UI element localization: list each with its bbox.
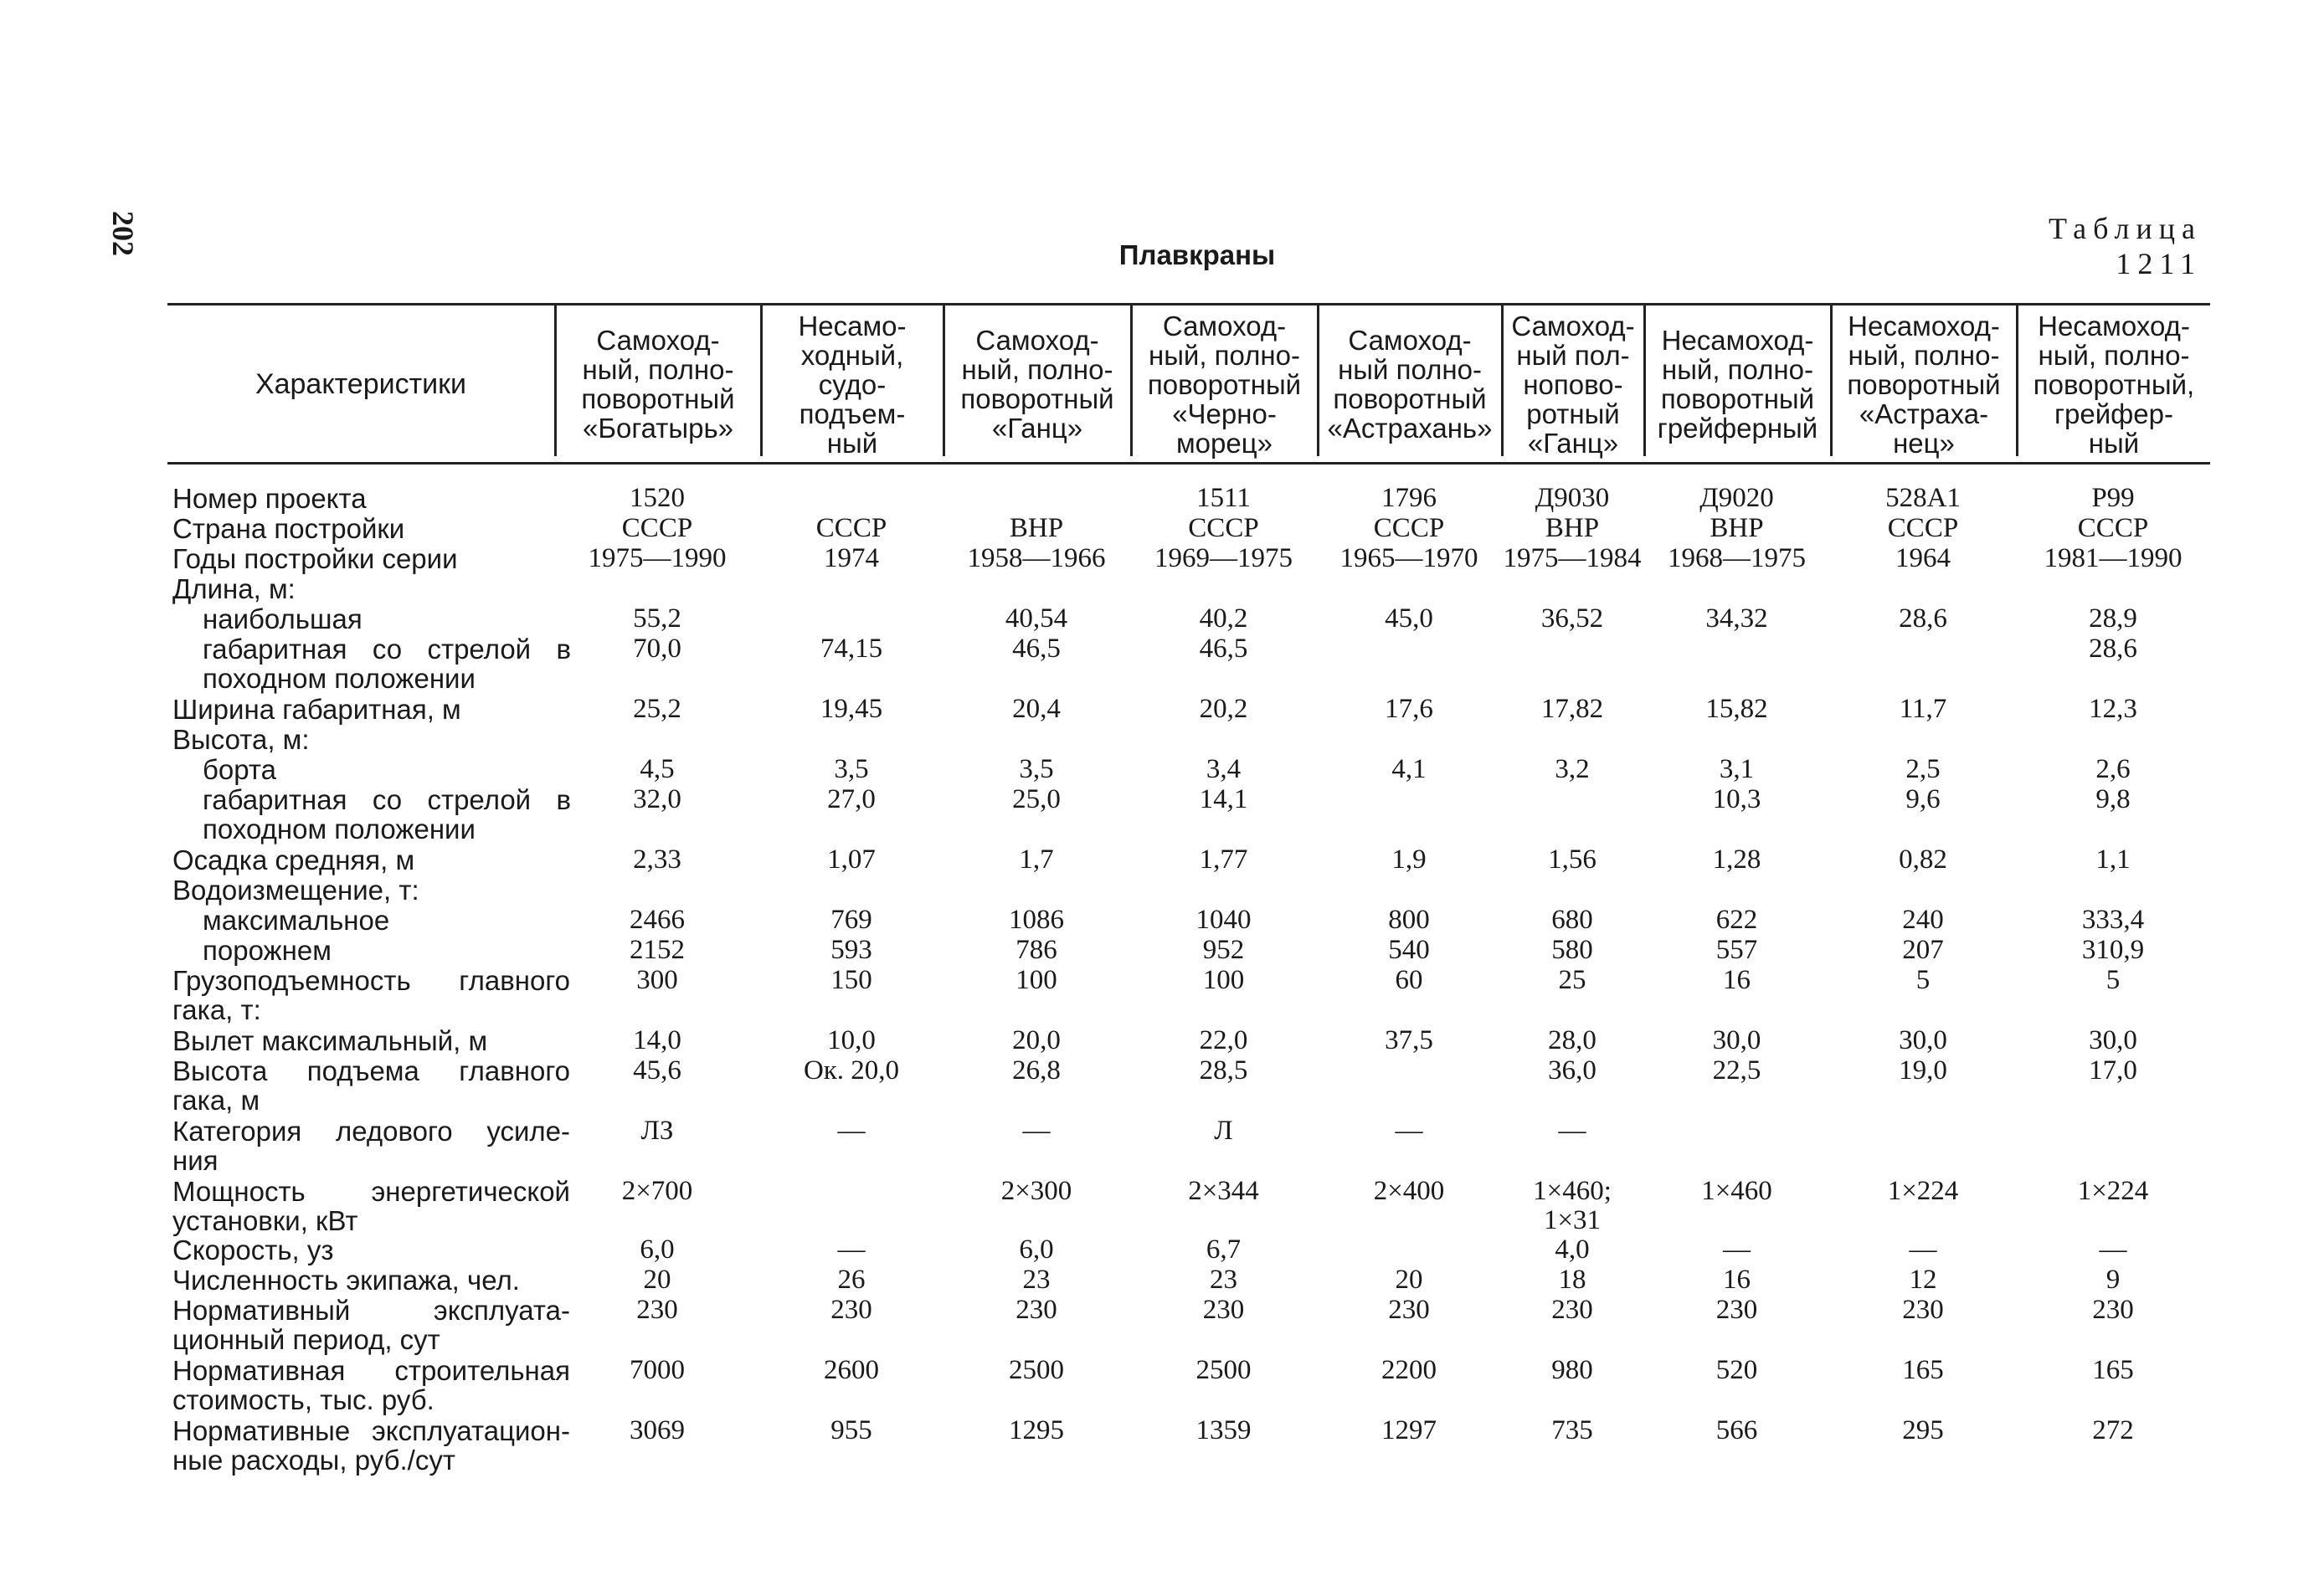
- table-cell: 34,32: [1705, 603, 1768, 634]
- row-label: [172, 966, 570, 1024]
- row-label-line: Осадка средняя, м: [172, 844, 415, 875]
- row-label: [172, 875, 419, 905]
- table-cell: 28,5: [1199, 1055, 1248, 1086]
- row-label-line: Высота подъема главного: [172, 1055, 570, 1086]
- column-divider: [2016, 305, 2018, 456]
- table-cell: 30,0: [1899, 1025, 1947, 1055]
- table-cell: 17,82: [1540, 694, 1604, 724]
- row-label: [172, 1116, 570, 1175]
- table-cell: 4,5: [640, 754, 675, 784]
- table-cell: 32,0: [633, 784, 681, 814]
- column-divider: [1643, 305, 1646, 456]
- row-label-line: Мощность энергетической: [172, 1176, 570, 1207]
- column-header-9: Несамоход- ный, полно- поворотный, грейфер- ный: [2033, 310, 2195, 459]
- table-cell: 6,7: [1206, 1235, 1242, 1265]
- table-cell: 800: [1388, 905, 1430, 935]
- row-label-line: стоимость, тыс. руб.: [172, 1384, 434, 1415]
- table-cell: 4,0: [1555, 1235, 1590, 1265]
- table-cell: 22,5: [1712, 1055, 1761, 1086]
- table-cell: 5: [2105, 965, 2121, 995]
- table-cell: 952: [1202, 935, 1245, 965]
- column-divider: [1130, 305, 1133, 456]
- column-header-3: Самоход- ный, полно- поворотный «Ганц»: [960, 325, 1114, 444]
- table-cell: 20: [643, 1265, 671, 1295]
- table-cell: 9,8: [2095, 784, 2131, 814]
- row-label-line: габаритная со стрелой в: [203, 634, 571, 665]
- table-cell: 557: [1715, 935, 1758, 965]
- row-label: [172, 695, 461, 724]
- table-label: Таблица 1211: [2049, 212, 2202, 280]
- table-cell: 10,3: [1712, 784, 1761, 814]
- table-cell: 2,5: [1905, 754, 1941, 784]
- table-cell: 16: [1723, 1265, 1751, 1295]
- table-cell: 28,0: [1548, 1025, 1596, 1055]
- table-cell: 1975—1984: [1503, 543, 1642, 573]
- table-cell: 1968—1975: [1668, 543, 1806, 573]
- row-label: [172, 544, 458, 573]
- table-cell: 786: [1015, 935, 1057, 965]
- column-divider: [1317, 305, 1319, 456]
- table-cell: 1,56: [1548, 844, 1596, 875]
- row-label: [172, 845, 414, 875]
- row-label-line: Водоизмещение, т:: [172, 875, 419, 906]
- table-cell: 28,9: [2089, 603, 2137, 634]
- table-cell: 23: [1210, 1265, 1237, 1295]
- table-cell: 6,0: [640, 1235, 675, 1265]
- table-cell: 55,2: [633, 603, 681, 634]
- table-cell: 5: [1915, 965, 1931, 995]
- row-label-line: габаритная со стрелой в: [203, 784, 571, 815]
- table-cell: СССР: [815, 513, 887, 543]
- table-cell: 14,1: [1199, 784, 1248, 814]
- table-cell: 30,0: [1712, 1025, 1761, 1055]
- table-cell: 1×460; 1×31: [1533, 1176, 1612, 1235]
- table-cell: 2200: [1381, 1355, 1437, 1385]
- table-cell: —: [1558, 1116, 1586, 1146]
- table-cell: 1796: [1381, 483, 1437, 513]
- row-label-line: установки, кВт: [172, 1205, 358, 1236]
- row-label: [172, 1177, 570, 1235]
- table-cell: 240: [1902, 905, 1944, 935]
- table-cell: 0,82: [1899, 844, 1947, 875]
- table-cell: 1359: [1195, 1415, 1252, 1445]
- table-cell: 22,0: [1199, 1025, 1248, 1055]
- table-cell: Д9020: [1699, 483, 1774, 513]
- table-cell: 230: [636, 1295, 678, 1325]
- table-cell: 28,6: [1899, 603, 1947, 634]
- table-cell: 230: [1015, 1295, 1057, 1325]
- table-cell: 3,5: [1019, 754, 1054, 784]
- table-cell: 2×300: [1000, 1176, 1072, 1206]
- table-cell: 528А1: [1885, 483, 1961, 513]
- row-label-line: Численность экипажа, чел.: [172, 1265, 520, 1296]
- table-cell: 1,1: [2095, 844, 2131, 875]
- table-cell: 230: [1902, 1295, 1944, 1325]
- table-cell: 1295: [1009, 1415, 1064, 1445]
- column-header-2: Несамо- ходный, судо- подъем- ный: [798, 310, 907, 459]
- row-label-line: Высота, м:: [172, 724, 310, 755]
- table-top-rule: [167, 303, 2210, 305]
- table-cell: 2,6: [2095, 754, 2131, 784]
- row-label-line: походном положении: [203, 663, 476, 694]
- table-cell: 18: [1558, 1265, 1586, 1295]
- table-cell: 333,4: [2081, 905, 2145, 935]
- row-label-line: Скорость, уз: [172, 1235, 334, 1265]
- table-cell: 207: [1902, 935, 1944, 965]
- table-cell: —: [1395, 1116, 1423, 1146]
- row-label: [172, 1416, 570, 1475]
- table-cell: 60: [1395, 965, 1423, 995]
- table-cell: 20,2: [1199, 694, 1248, 724]
- table-cell: 27,0: [827, 784, 876, 814]
- row-label: [172, 514, 404, 543]
- table-cell: 11,7: [1899, 694, 1947, 724]
- row-label-line: борта: [203, 754, 276, 785]
- table-cell: 1975—1990: [588, 543, 727, 573]
- table-cell: 23: [1022, 1265, 1051, 1295]
- table-cell: 310,9: [2081, 935, 2145, 965]
- table-cell: 12: [1909, 1265, 1937, 1295]
- table-cell: 2×400: [1373, 1176, 1445, 1206]
- table-cell: 955: [830, 1415, 872, 1445]
- row-label: [172, 1056, 570, 1115]
- table-cell: 37,5: [1385, 1025, 1433, 1055]
- table-cell: 230: [1388, 1295, 1430, 1325]
- table-cell: 295: [1902, 1415, 1944, 1445]
- table-cell: ВНР: [1009, 513, 1064, 543]
- table-cell: ЛЗ: [640, 1116, 674, 1146]
- table-cell: 1965—1970: [1339, 543, 1478, 573]
- column-divider: [760, 305, 763, 456]
- row-label-line: максимальное: [203, 905, 390, 936]
- row-label-line: Нормативный эксплуата-: [172, 1295, 570, 1326]
- table-cell: 1520: [630, 483, 685, 513]
- table-cell: 1297: [1381, 1415, 1437, 1445]
- characteristics-header: Характеристики: [255, 367, 467, 400]
- table-cell: 1,28: [1712, 844, 1761, 875]
- table-cell: 230: [1551, 1295, 1593, 1325]
- row-label-line: Грузоподъемность главного: [172, 965, 570, 996]
- table-cell: 1×224: [2077, 1176, 2149, 1206]
- table-cell: Ок. 20,0: [803, 1055, 900, 1086]
- table-cell: 20: [1395, 1265, 1423, 1295]
- row-label: [172, 574, 296, 603]
- table-cell: 25,2: [633, 694, 681, 724]
- table-cell: 100: [1202, 965, 1245, 995]
- page-number: 202: [106, 211, 140, 256]
- table-cell: 1,9: [1391, 844, 1427, 875]
- table-cell: 1964: [1895, 543, 1951, 573]
- row-label-line: наибольшая: [203, 603, 362, 634]
- table-cell: 4,1: [1391, 754, 1427, 784]
- table-cell: 1×460: [1701, 1176, 1772, 1206]
- table-cell: 10,0: [827, 1025, 876, 1055]
- row-label-line: ния: [172, 1145, 219, 1176]
- table-cell: Д9030: [1535, 483, 1610, 513]
- row-label: [203, 785, 571, 844]
- table-cell: 30,0: [2089, 1025, 2137, 1055]
- table-cell: 165: [2092, 1355, 2134, 1385]
- table-cell: 1×224: [1887, 1176, 1959, 1206]
- table-cell: 1,77: [1199, 844, 1248, 875]
- table-cell: 7000: [630, 1355, 685, 1385]
- table-cell: 45,0: [1385, 603, 1433, 634]
- row-label-line: ционный период, сут: [172, 1324, 440, 1355]
- row-label-line: ные расходы, руб./сут: [172, 1445, 455, 1476]
- row-label: [172, 1026, 487, 1055]
- row-label-line: походном положении: [203, 814, 476, 844]
- table-cell: 17,0: [2089, 1055, 2137, 1086]
- row-label: [172, 484, 367, 513]
- table-cell: 1040: [1195, 905, 1252, 935]
- table-cell: 1981—1990: [2044, 543, 2183, 573]
- row-label-line: Ширина габаритная, м: [172, 694, 461, 725]
- row-label: [203, 604, 362, 634]
- table-cell: 40,2: [1199, 603, 1248, 634]
- column-header-8: Несамоход- ный, полно- поворотный «Астраха- нец»: [1847, 310, 2001, 459]
- table-cell: Р99: [2091, 483, 2135, 513]
- table-cell: 28,6: [2089, 634, 2137, 664]
- row-label-line: гака, т:: [172, 994, 261, 1025]
- row-label: [172, 1356, 570, 1414]
- table-cell: 735: [1551, 1415, 1593, 1445]
- table-cell: 100: [1015, 965, 1057, 995]
- table-cell: 3,4: [1206, 754, 1242, 784]
- row-label: [203, 906, 389, 935]
- table-cell: 300: [636, 965, 678, 995]
- table-cell: 980: [1551, 1355, 1593, 1385]
- table-cell: —: [837, 1116, 866, 1146]
- table-cell: 14,0: [633, 1025, 681, 1055]
- column-header-6: Самоход- ный пол- нопово- ротный «Ганц»: [1511, 310, 1635, 459]
- table-cell: 9: [2105, 1265, 2121, 1295]
- table-cell: 74,15: [820, 634, 883, 664]
- table-cell: 6,0: [1019, 1235, 1054, 1265]
- table-cell: 19,45: [820, 694, 883, 724]
- column-header-7: Несамоход- ный, полно- поворотный грейферный: [1657, 325, 1818, 444]
- row-label-line: Нормативная строительная: [172, 1355, 570, 1386]
- table-cell: ВНР: [1545, 513, 1600, 543]
- table-cell: 230: [1202, 1295, 1245, 1325]
- table-cell: 540: [1388, 935, 1430, 965]
- table-cell: —: [837, 1235, 866, 1265]
- table-cell: 36,52: [1540, 603, 1604, 634]
- table-cell: 593: [830, 935, 872, 965]
- table-cell: ВНР: [1710, 513, 1764, 543]
- table-cell: Л: [1214, 1116, 1233, 1146]
- table-cell: 1,07: [827, 844, 876, 875]
- row-label-line: Номер проекта: [172, 483, 367, 514]
- table-cell: СССР: [621, 513, 693, 543]
- table-cell: 1511: [1196, 483, 1251, 513]
- table-cell: 165: [1902, 1355, 1944, 1385]
- table-cell: —: [1909, 1235, 1937, 1265]
- column-divider: [554, 305, 557, 456]
- row-label: [203, 634, 571, 693]
- table-cell: 769: [830, 905, 872, 935]
- table-cell: 17,6: [1385, 694, 1433, 724]
- column-divider: [943, 305, 945, 456]
- column-divider: [1501, 305, 1504, 456]
- row-label-line: Вылет максимальный, м: [172, 1025, 488, 1056]
- table-cell: 230: [2092, 1295, 2134, 1325]
- table-cell: 12,3: [2089, 694, 2137, 724]
- table-cell: 520: [1715, 1355, 1758, 1385]
- row-label-line: Годы постройки серии: [172, 543, 458, 574]
- table-cell: 46,5: [1012, 634, 1061, 664]
- row-label: [203, 755, 276, 784]
- table-cell: 150: [830, 965, 872, 995]
- table-cell: 9,6: [1905, 784, 1941, 814]
- table-cell: 3,5: [834, 754, 869, 784]
- table-cell: 3,1: [1719, 754, 1755, 784]
- table-cell: СССР: [2077, 513, 2149, 543]
- row-label-line: Страна постройки: [172, 513, 405, 544]
- table-cell: 580: [1551, 935, 1593, 965]
- row-label: [203, 936, 332, 965]
- row-label: [172, 1235, 333, 1265]
- table-cell: —: [1723, 1235, 1751, 1265]
- column-divider: [1830, 305, 1833, 456]
- table-cell: 680: [1551, 905, 1593, 935]
- table-cell: 1958—1966: [967, 543, 1106, 573]
- table-cell: 36,0: [1548, 1055, 1596, 1086]
- table-cell: 3,2: [1555, 754, 1590, 784]
- table-cell: 26,8: [1012, 1055, 1061, 1086]
- row-label: [172, 725, 310, 754]
- table-cell: —: [1022, 1116, 1051, 1146]
- row-label: [172, 1296, 570, 1354]
- row-label-line: гака, м: [172, 1085, 260, 1116]
- table-cell: 1,7: [1019, 844, 1054, 875]
- row-label-line: Категория ледового усиле-: [172, 1116, 570, 1147]
- table-cell: СССР: [1188, 513, 1259, 543]
- table-header-rule: [167, 462, 2210, 465]
- row-label-line: порожнем: [203, 935, 332, 966]
- column-header-5: Самоход- ный полно- поворотный «Астрахань»: [1327, 325, 1493, 444]
- column-header-1: Самоход- ный, полно- поворотный «Богатырь»: [581, 325, 735, 444]
- table-cell: 2152: [630, 935, 685, 965]
- table-cell: 26: [837, 1265, 866, 1295]
- table-cell: 45,6: [633, 1055, 681, 1086]
- table-cell: 70,0: [633, 634, 681, 664]
- table-cell: 2500: [1195, 1355, 1252, 1385]
- table-cell: 16: [1723, 965, 1751, 995]
- table-cell: 40,54: [1005, 603, 1068, 634]
- table-cell: 25: [1558, 965, 1586, 995]
- table-cell: 1974: [824, 543, 879, 573]
- table-title: Плавкраны: [1118, 239, 1276, 270]
- table-cell: 2,33: [633, 844, 681, 875]
- table-cell: —: [2099, 1235, 2127, 1265]
- table-cell: 2500: [1009, 1355, 1064, 1385]
- table-cell: 1969—1975: [1154, 543, 1293, 573]
- table-cell: 230: [830, 1295, 872, 1325]
- row-label-line: Длина, м:: [172, 573, 296, 604]
- column-header-4: Самоход- ный, полно- поворотный «Черно- морец»: [1147, 310, 1302, 459]
- table-cell: 1086: [1009, 905, 1064, 935]
- table-cell: СССР: [1887, 513, 1959, 543]
- table-cell: 230: [1715, 1295, 1758, 1325]
- table-cell: 566: [1715, 1415, 1758, 1445]
- table-cell: 20,4: [1012, 694, 1061, 724]
- table-cell: 46,5: [1199, 634, 1248, 664]
- table-cell: 19,0: [1899, 1055, 1947, 1086]
- table-cell: 2×344: [1188, 1176, 1259, 1206]
- table-cell: 15,82: [1705, 694, 1768, 724]
- table-cell: 2600: [824, 1355, 879, 1385]
- table-cell: 2×700: [621, 1176, 693, 1206]
- table-cell: СССР: [1373, 513, 1445, 543]
- row-label: [172, 1265, 520, 1295]
- table-cell: 25,0: [1012, 784, 1061, 814]
- row-label-line: Нормативные эксплуатацион-: [172, 1415, 570, 1446]
- table-cell: 272: [2092, 1415, 2134, 1445]
- table-cell: 3069: [630, 1415, 685, 1445]
- table-cell: 2466: [630, 905, 685, 935]
- table-cell: 20,0: [1012, 1025, 1061, 1055]
- table-cell: 622: [1715, 905, 1758, 935]
